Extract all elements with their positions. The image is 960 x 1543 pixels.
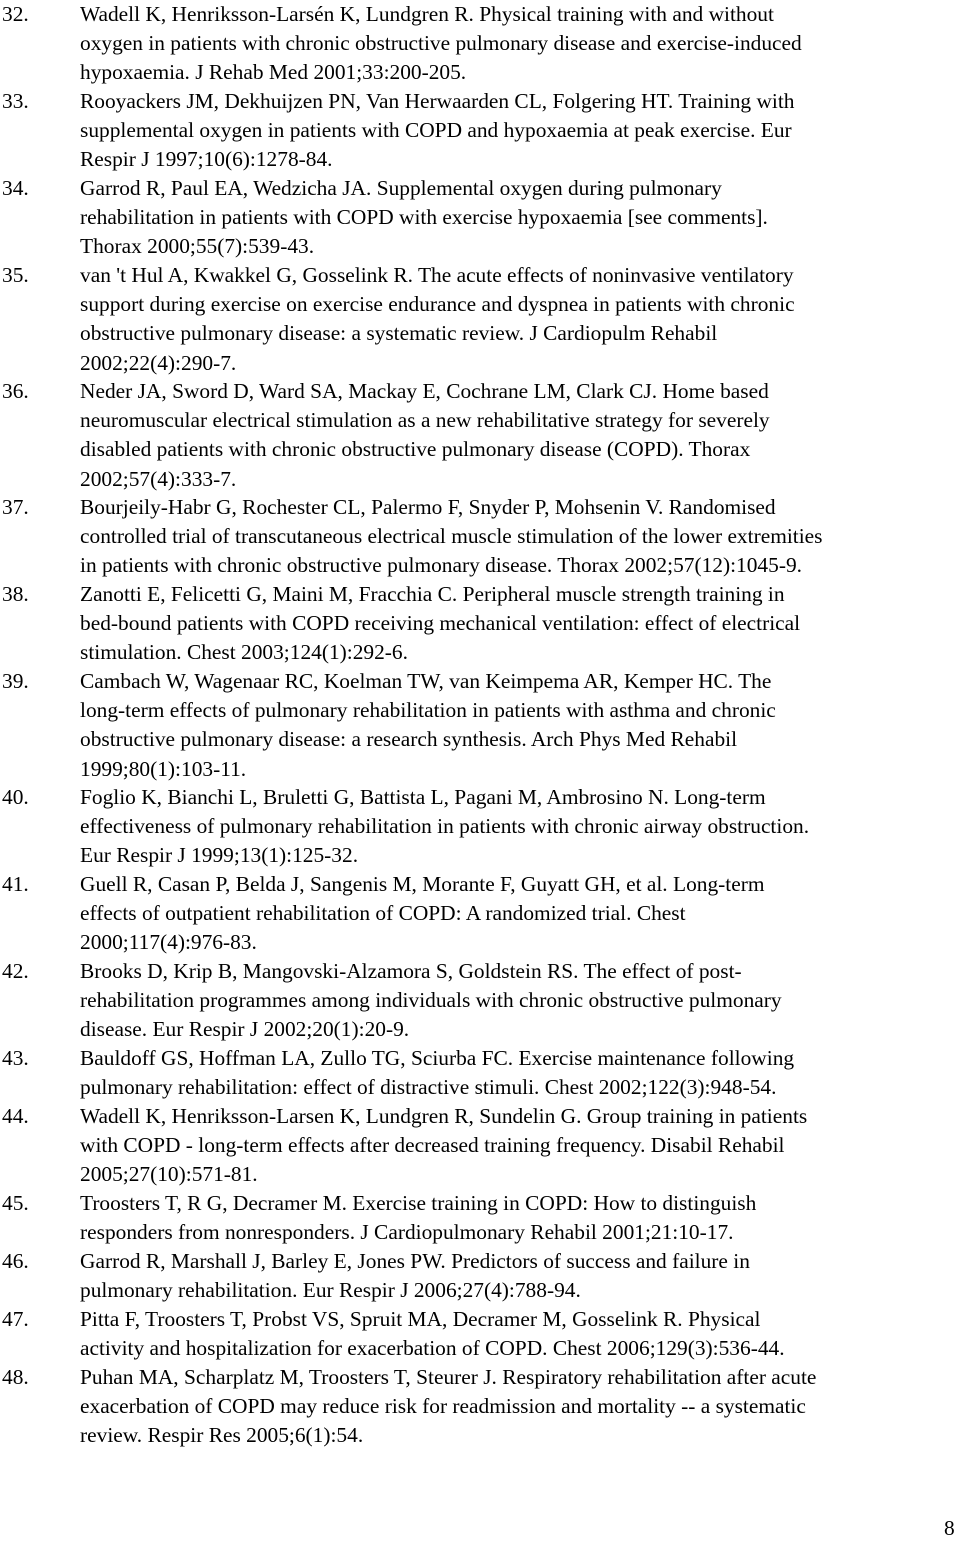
reference-number: 38. [2, 582, 29, 606]
reference-text: Cambach W, Wagenaar RC, Koelman TW, van Keimpema AR, Kemper HC. The long-term effects of pulmonary rehabilitation in patients with asthma and chronic obstructive pulmonary disease: a research synthesis. Arch Phys Med Rehabil 1999;80(1):103-11. [80, 669, 776, 781]
reference-text: Guell R, Casan P, Belda J, Sangenis M, Morante F, Guyatt GH, et al. Long-term effects of outpatient rehabilitation of COPD: A randomized trial. Chest 2000;117(4):976-83. [80, 872, 765, 955]
reference-number: 39. [2, 669, 29, 693]
reference-number: 34. [2, 176, 29, 200]
reference-number: 47. [2, 1307, 29, 1331]
reference-text: Zanotti E, Felicetti G, Maini M, Fracchia C. Peripheral muscle strength training in bed-bound patients with COPD receiving mechanical ventilation: effect of electrical stimulation. Chest 2003;124(1):292-6. [80, 582, 801, 665]
page-number: 8 [944, 1516, 955, 1540]
reference-number: 33. [2, 89, 29, 113]
reference-text: Brooks D, Krip B, Mangovski-Alzamora S, Goldstein RS. The effect of post- rehabilitation programmes among individuals with chronic obstructive pulmonary disease. Eur Respir J 2002;20(1):20-9. [80, 959, 782, 1042]
reference-text: van 't Hul A, Kwakkel G, Gosselink R. The acute effects of noninvasive ventilatory support during exercise on exercise endurance and dyspnea in patients with chronic obstructive pulmonary disease: a systematic review. J Cardiopulm Rehabil 2002;22(4):290-7. [80, 263, 795, 375]
reference-text: Bauldoff GS, Hoffman LA, Zullo TG, Sciurba FC. Exercise maintenance following pulmonary rehabilitation: effect of distractive stimuli. Chest 2002;122(3):948-54. [80, 1046, 795, 1100]
reference-number: 36. [2, 379, 29, 403]
reference-text: Wadell K, Henriksson-Larsen K, Lundgren R, Sundelin G. Group training in patients with COPD - long-term effects after decreased training frequency. Disabil Rehabil 2005;27(10):571-81. [80, 1104, 808, 1187]
reference-number: 35. [2, 263, 29, 287]
reference-number: 41. [2, 872, 29, 896]
reference-text: Neder JA, Sword D, Ward SA, Mackay E, Cochrane LM, Clark CJ. Home based neuromuscular electrical stimulation as a new rehabilitative strategy for severely disabled patients with chronic obstructive pulmonary disease (COPD). Thorax 2002;57(4):333-7. [80, 379, 770, 491]
reference-number: 40. [2, 785, 29, 809]
reference-text: Garrod R, Marshall J, Barley E, Jones PW. Predictors of success and failure in pulmonary rehabilitation. Eur Respir J 2006;27(4):788-94. [80, 1249, 750, 1303]
reference-text: Rooyackers JM, Dekhuijzen PN, Van Herwaarden CL, Folgering HT. Training with supplemental oxygen in patients with COPD and hypoxaemia at peak exercise. Eur Respir J 1997;10(6):1278-84. [80, 89, 795, 172]
reference-text: Garrod R, Paul EA, Wedzicha JA. Supplemental oxygen during pulmonary rehabilitation in patients with COPD with exercise hypoxaemia [see comments]. Thorax 2000;55(7):539-43. [80, 176, 768, 259]
reference-number: 42. [2, 959, 29, 983]
reference-text: Pitta F, Troosters T, Probst VS, Spruit MA, Decramer M, Gosselink R. Physical activity and hospitalization for exacerbation of COPD. Chest 2006;129(3):536-44. [80, 1307, 785, 1361]
reference-text: Puhan MA, Scharplatz M, Troosters T, Steurer J. Respiratory rehabilitation after acute exacerbation of COPD may reduce risk for readmission and mortality -- a systematic review. Respir Res 2005;6(1):54. [80, 1365, 817, 1448]
reference-number: 32. [2, 2, 29, 26]
reference-number: 44. [2, 1104, 29, 1128]
reference-number: 48. [2, 1365, 29, 1389]
reference-number: 37. [2, 495, 29, 519]
reference-number: 46. [2, 1249, 29, 1273]
reference-number: 45. [2, 1191, 29, 1215]
reference-text: Bourjeily-Habr G, Rochester CL, Palermo F, Snyder P, Mohsenin V. Randomised controlled trial of transcutaneous electrical muscle stimulation of the lower extremities in patients with chronic obstructive pulmonary disease. Thorax 2002;57(12):1045-9. [80, 495, 823, 578]
reference-text: Wadell K, Henriksson-Larsén K, Lundgren R. Physical training with and without oxygen in patients with chronic obstructive pulmonary disease and exercise-induced hypoxaemia. J Rehab Med 2001;33:200-205. [80, 2, 802, 85]
reference-text: Troosters T, R G, Decramer M. Exercise training in COPD: How to distinguish responders from nonresponders. J Cardiopulmonary Rehabil 2001;21:10-17. [80, 1191, 757, 1245]
reference-number: 43. [2, 1046, 29, 1070]
reference-text: Foglio K, Bianchi L, Bruletti G, Battista L, Pagani M, Ambrosino N. Long-term effectiveness of pulmonary rehabilitation in patients with chronic airway obstruction. Eur Respir J 1999;13(1):125-32. [80, 785, 810, 868]
